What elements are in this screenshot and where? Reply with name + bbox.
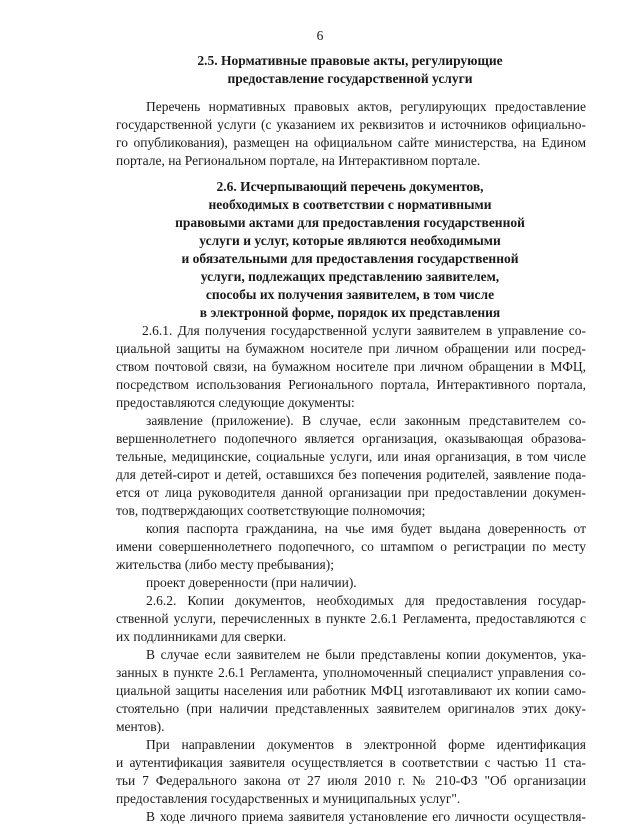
paragraph-line: проект доверенности (при наличии). — [146, 575, 357, 590]
paragraph-line: 2.6.1. Для получения государственной услуги заявителем в управление со- — [142, 323, 586, 338]
paragraph-line: В случае если заявителем не были представлены копии документов, ука- — [146, 647, 586, 662]
paragraph-line: занных в пункте 2.6.1 Регламента, уполномоченный специалист управления со- — [116, 665, 586, 680]
paragraph-line: В ходе личного приема заявителя установление его личности осуществля- — [146, 809, 586, 824]
paragraph-line: государственной услуги (с указанием их реквизитов и источников официально- — [116, 117, 586, 132]
section-2-6-body — [116, 322, 586, 826]
paragraph-line: го опубликования), размещен на официальном сайте министерства, на Едином — [116, 135, 586, 150]
heading-line: и обязательными для предоставления государственной — [181, 251, 519, 266]
paragraph-line: и аутентификация заявителя осуществляется в соответствии с частью 11 ста- — [116, 755, 586, 770]
paragraph-line: ством почтовой связи, на бумажном носителе при личном обращении в МФЦ, — [116, 359, 586, 374]
page-number: 6 — [316, 28, 324, 43]
paragraph-line: тов, подтверждающих соответствующие полномочия; — [116, 503, 426, 518]
paragraph-line: для детей-сирот и детей, оставшихся без попечения родителей, заявление пода- — [116, 467, 586, 482]
heading-line: услуги и услуг, которые являются необходимыми — [199, 233, 501, 248]
paragraph-line: вершеннолетнего подопечного является организация, оказывающая образова- — [116, 431, 586, 446]
heading-line: 2.6. Исчерпывающий перечень документов, — [216, 179, 484, 194]
paragraph-line: ется от лица руководителя данной организации при предоставлении докумен- — [116, 485, 586, 500]
paragraph-line: заявление (приложение). В случае, если законным представителем со- — [146, 413, 586, 428]
heading-line: способы их получения заявителем, в том числе — [205, 287, 495, 302]
section-2-5-heading — [0, 52, 640, 88]
paragraph-line: их подлинниками для сверки. — [116, 629, 287, 644]
heading-line: услуги, подлежащих представлению заявителем, — [200, 269, 500, 284]
heading-line: 2.5. Нормативные правовые акты, регулирующие — [197, 53, 503, 68]
paragraph-line: циальной защиты населения или работник МФЦ изготавливают их копии само- — [116, 683, 586, 698]
paragraph-line: ментов). — [116, 719, 165, 734]
paragraph-line: ственной услуги, перечисленных в пункте 2.6.1 Регламента, предоставляются с — [116, 611, 586, 626]
paragraph-line: При направлении документов в электронной форме идентификация — [146, 737, 586, 752]
paragraph-line: тельные, медицинские, социальные услуги, или иная организация, в том числе — [116, 449, 586, 464]
heading-line: в электронной форме, порядок их представления — [199, 305, 501, 320]
paragraph-line: предоставляются следующие документы: — [116, 395, 355, 410]
paragraph-line: посредством использования Регионального портала, Интерактивного портала, — [116, 377, 586, 392]
paragraph-line: 2.6.2. Копии документов, необходимых для предоставления государ- — [146, 593, 586, 608]
paragraph-line: имени совершеннолетнего подопечного, со штампом о регистрации по месту — [116, 539, 586, 554]
paragraph-line: портале, на Региональном портале, на Интерактивном портале. — [116, 153, 481, 168]
paragraph-line: тьи 7 Федерального закона от 27 июля 2010 г. № 210-ФЗ "Об организации — [116, 773, 586, 788]
paragraph-line: циальной защиты на бумажном носителе при личном обращении или посред- — [116, 341, 586, 356]
heading-line: необходимых в соответствии с нормативными — [208, 197, 492, 212]
paragraph-line: жительства (либо месту пребывания); — [116, 557, 334, 572]
section-2-6-heading — [0, 178, 640, 322]
heading-line: правовыми актами для предоставления государственной — [175, 215, 525, 230]
paragraph-line: Перечень нормативных правовых актов, регулирующих предоставление — [146, 99, 586, 114]
heading-line: предоставление государственной услуги — [227, 71, 473, 86]
paragraph-line: стоятельно (при наличии представленных заявителем оригиналов этих доку- — [116, 701, 586, 716]
paragraph-line: предоставления государственных и муниципальных услуг". — [116, 791, 461, 806]
paragraph-line: копия паспорта гражданина, на чье имя будет выдана доверенность от — [146, 521, 586, 536]
section-2-5-paragraph — [116, 98, 586, 170]
